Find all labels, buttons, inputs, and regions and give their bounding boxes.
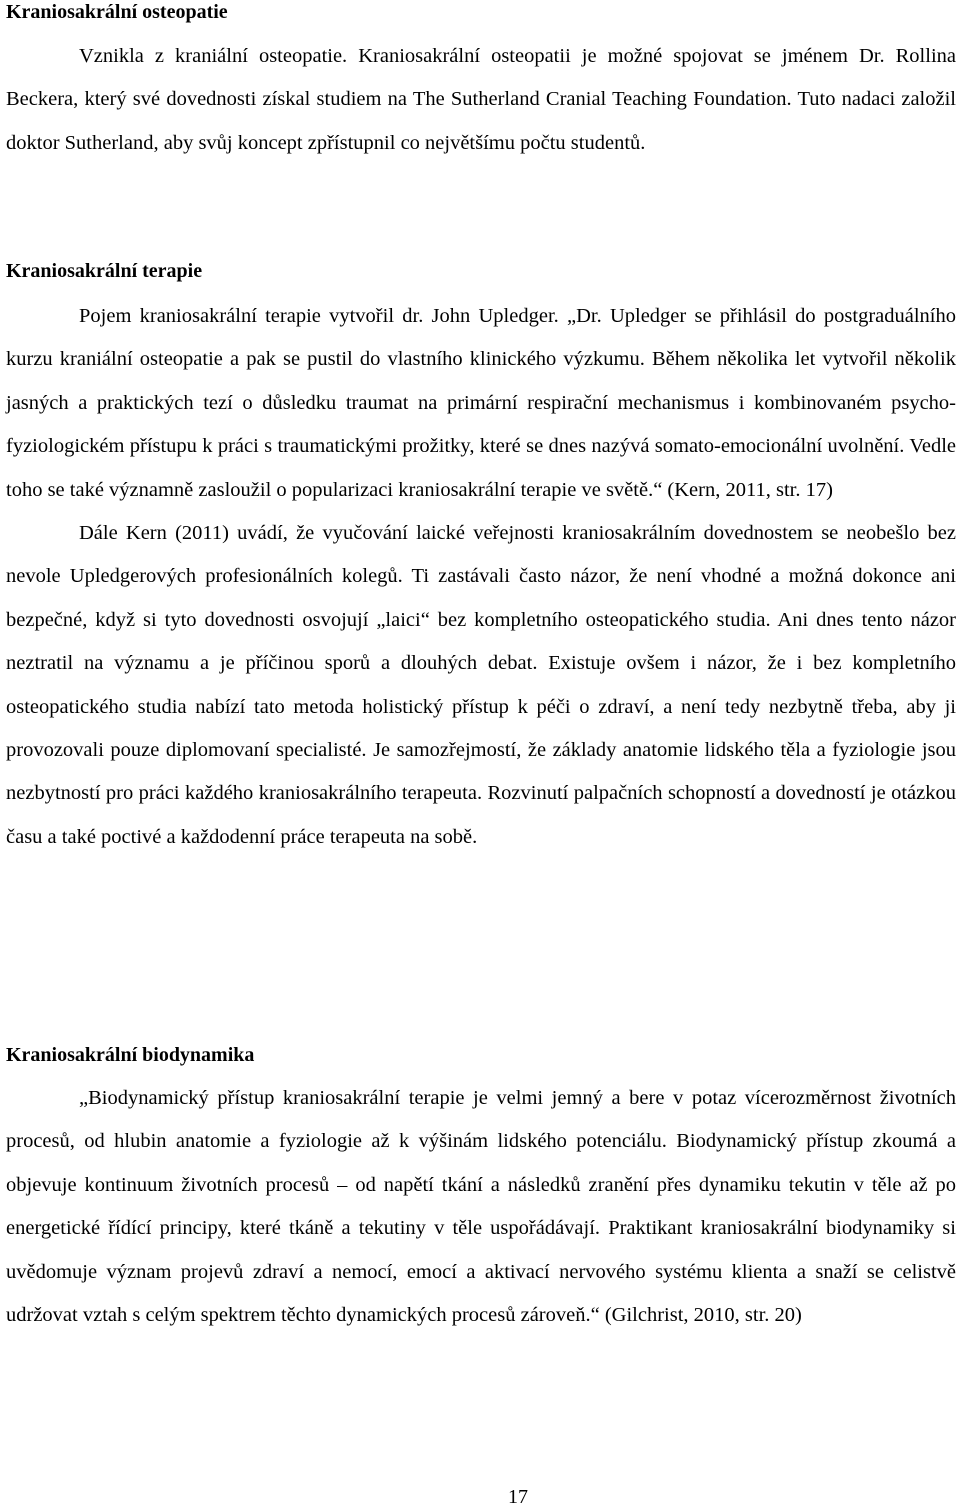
section-heading-osteopatie: Kraniosakrální osteopatie bbox=[6, 1, 228, 23]
paragraph-terapie-2: Dále Kern (2011) uvádí, že vyučování laické veřejnosti kraniosakrálním dovednostem se neobešlo bez nevole Upledgerových profesionálních kolegů. Ti zastávali často názor, že není vhodné a možná dokonce ani bezpečné, když si tyto dovednosti osvojují „laici“ bez kompletního osteopatického studia. Ani dnes tento názor neztratil na významu a je příčinou sporů a dlouhých debat. Existuje ovšem i názor, že i bez kompletního osteopatického studia nabízí tato metoda holistický přístup k péči o zdraví, a není tedy nezbytně třeba, aby ji provozovali pouze diplomovaní specialisté. Je samozřejmostí, že základy anatomie lidského těla a fyziologie jsou nezbytností pro práci každého kraniosakrálního terapeuta. Rozvinutí palpačních schopností a dovedností je otázkou času a také poctivé a každodenní práce terapeuta na sobě. bbox=[6, 522, 956, 848]
paragraph-biodynamika: „Biodynamický přístup kraniosakrální terapie je velmi jemný a bere v potaz vícerozměrnost životních procesů, od hlubin anatomie a fyziologie až k výšinám lidského potenciálu. Biodynamický přístup zkoumá a objevuje kontinuum životních procesů – od napětí tkání a následků zranění přes dynamiku tekutin v těle až po energetické řídící principy, které tkáně a tekutiny v těle uspořádávají. Praktikant kraniosakrální biodynamiky si uvědomuje význam projevů zdraví a nemocí, emocí a aktivací nervového systému klienta a snaží se celistvě udržovat vztah s celým spektrem těchto dynamických procesů zároveň.“ (Gilchrist, 2010, str. 20) bbox=[6, 1087, 956, 1327]
paragraph-terapie-1: Pojem kraniosakrální terapie vytvořil dr. John Upledger. „Dr. Upledger se přihlásil do postgraduálního kurzu kraniální osteopatie a pak se pustil do vlastního klinického výzkumu. Během několika let vytvořil několik jasných a praktických tezí o důsledku traumat na primární respirační mechanismus i kombinovaném psycho-fyziologickém přístupu k práci s traumatickými prožitky, které se dnes nazývá somato-emocionální uvolnění. Vedle toho se také významně zasloužil o popularizaci kraniosakrální terapie ve světě.“ (Kern, 2011, str. 17) bbox=[6, 305, 956, 501]
page-number: 17 bbox=[508, 1486, 528, 1508]
section-heading-terapie: Kraniosakrální terapie bbox=[6, 260, 203, 282]
paragraph-osteopatie: Vznikla z kraniální osteopatie. Kraniosakrální osteopatii je možné spojovat se jménem Dr. Rollina Beckera, který své dovednosti získal studiem na The Sutherland Cranial Teaching Foundation. Tuto nadaci založil doktor Sutherland, aby svůj koncept zpřístupnil co největšímu počtu studentů. bbox=[6, 45, 956, 154]
section-heading-biodynamika: Kraniosakrální biodynamika bbox=[6, 1044, 255, 1066]
section-body-terapie bbox=[6, 295, 956, 859]
